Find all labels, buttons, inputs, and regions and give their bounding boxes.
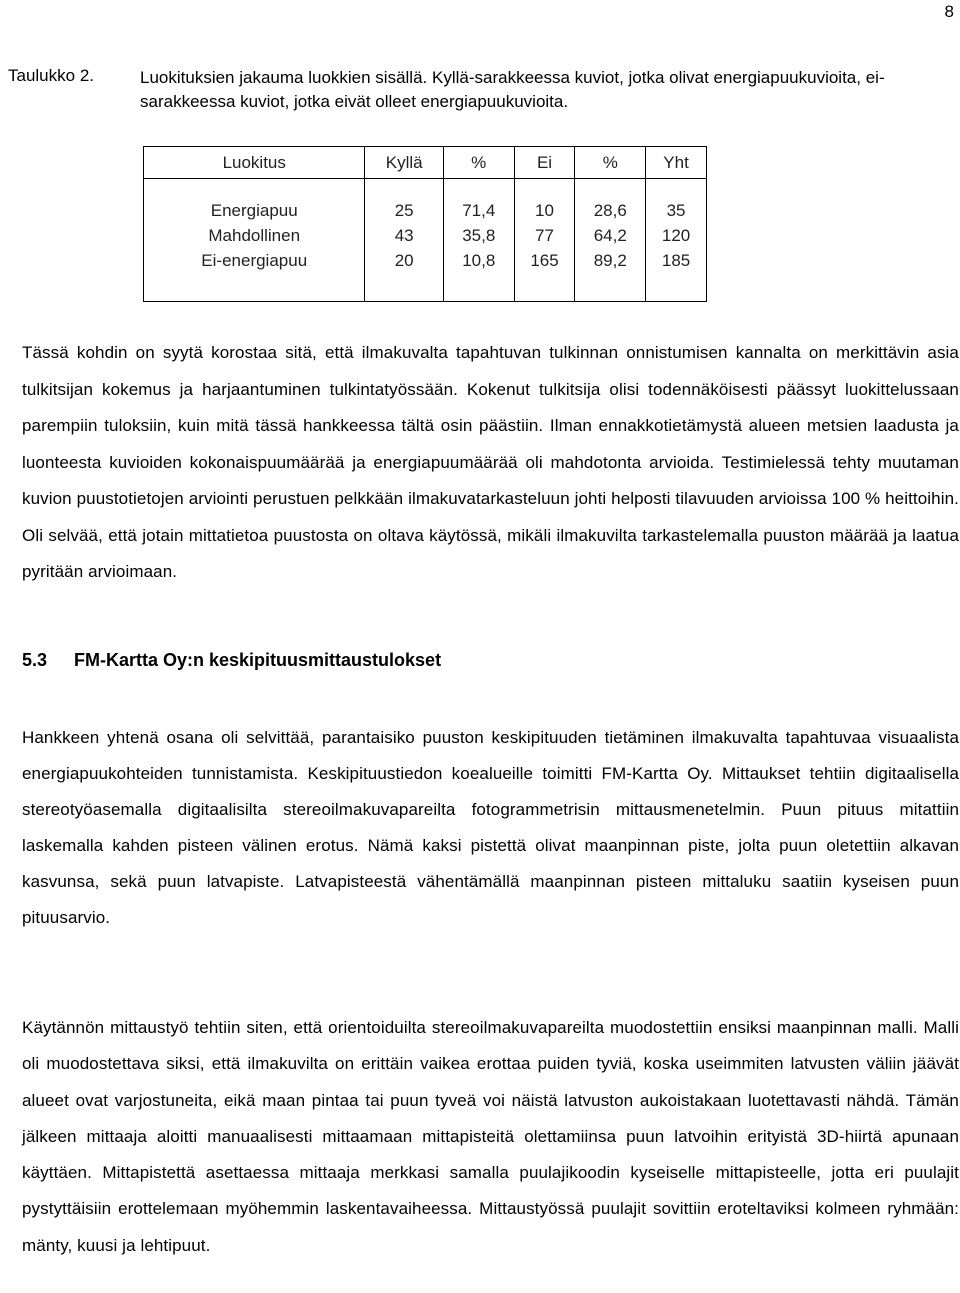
table-cell: 43 (365, 226, 443, 251)
table-cell: 64,2 (575, 226, 646, 251)
table-cell: 20 (365, 251, 443, 276)
table-cell: 89,2 (575, 251, 646, 276)
table-row (144, 179, 707, 227)
table-caption-label: Taulukko 2. (8, 66, 94, 85)
column-header: % (443, 147, 514, 179)
table-row (144, 226, 707, 251)
body-paragraph-3: Käytännön mittaustyö tehtiin siten, että orientoiduilta stereoilmakuvapareilta muodostettiin ensiksi maanpinnan malli. Malli oli muodostettava siksi, että ilmakuvilta on erittäin vaikea erottaa puiden tyviä, koska useimmiten latvusten väliin jäävät alueet ovat varjostuneita, eikä maan pintaa tai puun tyveä voi näistä latvuston aukoistakaan luotettavasti nähdä. Tämän jälkeen mittaaja aloitti manuaalisesti mittaamaan mittapisteitä olettamiinsa puun latvoihin erityistä 3D-hiirtä apunaan käyttäen. Mittapistettä asettaessa mittaaja merkkasi samalla puulajikoodin kyseiselle mittapisteelle, jotta eri puulajit pystyttäisiin erottelemaan myöhemmin laskentavaiheessa. Mittaustyössä puulajit sovittiin eroteltaviksi kolmeen ryhmään: mänty, kuusi ja lehtipuut. (22, 1018, 959, 1255)
column-header: Yht (646, 147, 707, 179)
section-heading (22, 650, 441, 671)
table-cell: 10,8 (443, 251, 514, 276)
table-cell: 185 (646, 251, 707, 276)
table-cell: 71,4 (443, 179, 514, 227)
body-paragraph-2: Hankkeen yhtenä osana oli selvittää, parantaisiko puuston keskipituuden tietäminen ilmakuvalta tapahtuvaa visuaalista energiapuukohteiden tunnistamista. Keskipituustiedon koealueille toimitti FM-Kartta Oy. Mittaukset tehtiin digitaalisella stereotyöasemalla digitaalisilta stereoilmakuvapareilta fotogrammetrisin mittausmenetelmin. Puun pituus mitattiin laskemalla kahden pisteen välinen erotus. Nämä kaksi pistettä olivat maanpinnan piste, jolta puun oletettiin alkavan kasvunsa, sekä puun latvapiste. Latvapisteestä vähentämällä maanpinnan pisteen mittaluku saatiin kyseisen puun pituusarvio. (22, 728, 959, 927)
table-cell: Ei-energiapuu (201, 251, 308, 270)
column-header: Luokitus (144, 147, 365, 179)
table-cell: Mahdollinen (208, 226, 301, 245)
classification-table (143, 146, 707, 302)
table-cell: 35 (646, 179, 707, 227)
table-cell: 165 (514, 251, 575, 276)
column-header: % (575, 147, 646, 179)
table-cell: 120 (646, 226, 707, 251)
section-title: FM-Kartta Oy:n keskipituusmittaustulokset (74, 650, 442, 670)
page-number: 8 (944, 2, 954, 21)
column-header: Kyllä (365, 147, 443, 179)
body-paragraph-1: Tässä kohdin on syytä korostaa sitä, että ilmakuvalta tapahtuvan tulkinnan onnistumisen kannalta on merkittävin asia tulkitsijan kokemus ja harjaantuminen tulkintatyössään. Kokenut tulkitsija olisi todennäköisesti päässyt luokittelussaan parempiin tuloksiin, kuin mitä tässä hankkeessa tältä osin päästiin. Ilman ennakkotietämystä alueen metsien laadusta ja luonteesta kuvioiden kokonaispuumäärää ja energiapuumäärää oli mahdotonta arvioida. Testimielessä tehty muutaman kuvion puustotietojen arviointi perustuen pelkkään ilmakuvatarkasteluun johti helposti tilavuuden arvioissa 100 % heittoihin. Oli selvää, että jotain mittatietoa puustosta on oltava käytössä, mikäli ilmakuvilta tarkastelemalla puuston määrää ja laatua pyritään arvioimaan. (22, 343, 959, 581)
table-header-row (144, 147, 707, 179)
table-cell: Energiapuu (210, 201, 298, 220)
table-cell: 10 (514, 179, 575, 227)
section-number: 5.3 (22, 650, 48, 670)
table-row (144, 251, 707, 276)
table-cell: 25 (365, 179, 443, 227)
table-spacer-row (144, 276, 707, 302)
column-header: Ei (514, 147, 575, 179)
table-cell: 77 (514, 226, 575, 251)
table-cell: 35,8 (443, 226, 514, 251)
table-caption-text: Luokituksien jakauma luokkien sisällä. Kyllä-sarakkeessa kuviot, jotka olivat energiapuukuvioita, ei-sarakkeessa kuviot, jotka eivät olleet energiapuukuvioita. (140, 68, 885, 111)
table-cell: 28,6 (575, 179, 646, 227)
